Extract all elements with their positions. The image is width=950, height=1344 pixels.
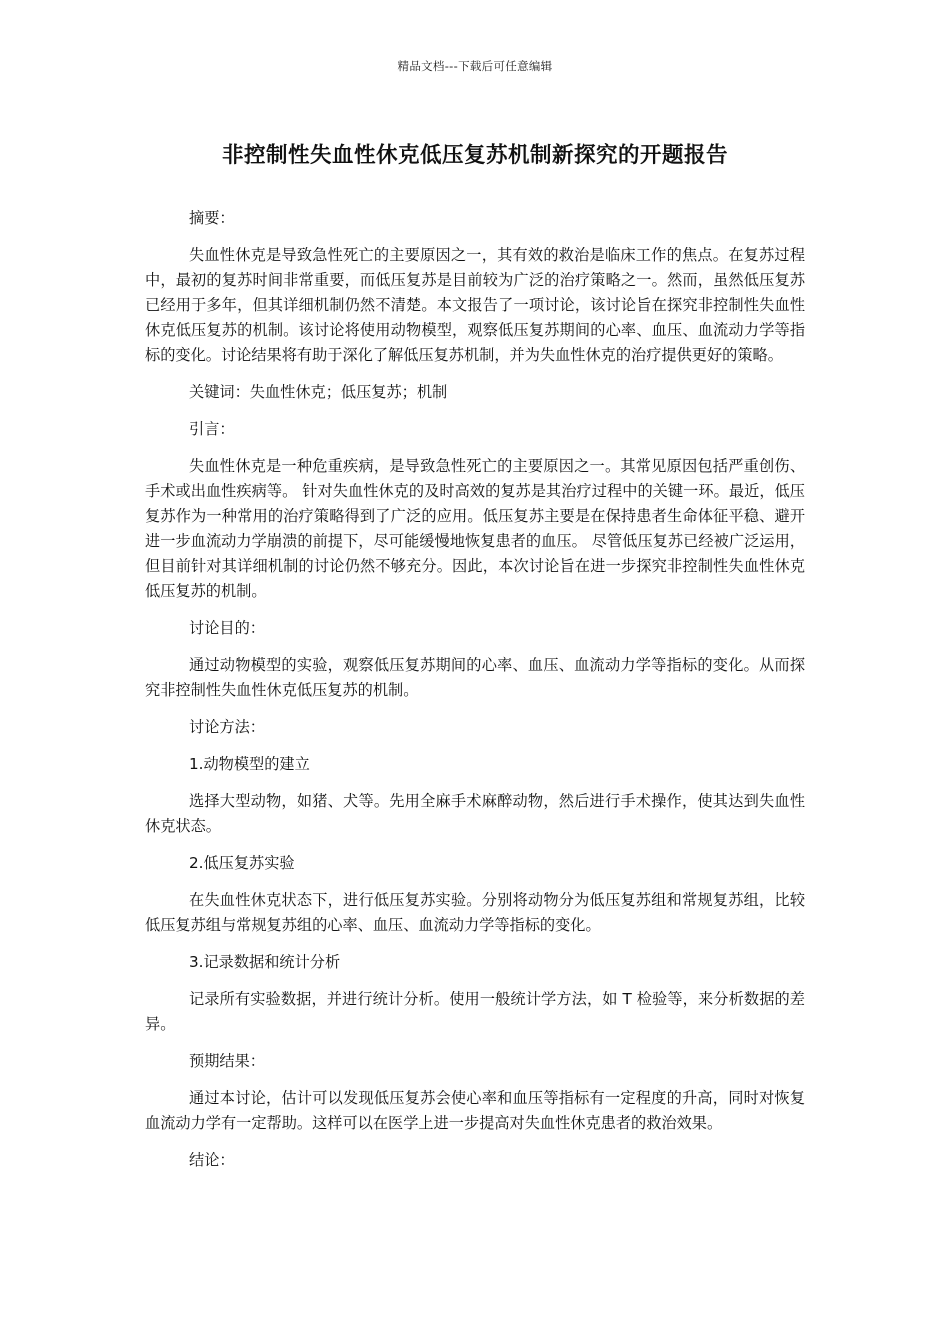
document-title: 非控制性失血性休克低压复苏机制新探究的开题报告 [221, 143, 728, 168]
method-3-paragraph: 记录所有实验数据，并进行统计分析。使用一般统计学方法，如 T 检验等，来分析数据的差异。 [145, 990, 805, 1033]
method-2-paragraph: 在失血性休克状态下，进行低压复苏实验。分别将动物分为低压复苏组和常规复苏组，比较低压复苏组与常规复苏组的心率、血压、血流动力学等指标的变化。 [145, 891, 805, 934]
conclusion-heading: 结论： [189, 1151, 235, 1169]
expected-results-heading: 预期结果： [189, 1052, 265, 1070]
methods-heading: 讨论方法： [189, 718, 265, 736]
method-2-heading: 2.低压复苏实验 [189, 854, 295, 872]
keywords-line: 关键词：失血性休克；低压复苏；机制 [189, 383, 448, 401]
objective-heading: 讨论目的： [189, 619, 265, 637]
method-1-heading: 1.动物模型的建立 [189, 755, 310, 773]
method-3-heading: 3.记录数据和统计分析 [189, 953, 341, 971]
method-1-paragraph: 选择大型动物，如猪、犬等。先用全麻手术麻醉动物，然后进行手术操作，使其达到失血性休克状态。 [145, 792, 805, 835]
abstract-paragraph: 失血性休克是导致急性死亡的主要原因之一，其有效的救治是临床工作的焦点。在复苏过程中，最初的复苏时间非常重要，而低压复苏是目前较为广泛的治疗策略之一。然而，虽然低压复苏已经用于多年，但其详细机制仍然不清楚。本文报告了一项讨论，该讨论旨在探究非控制性失血性休克低压复苏的机制。该讨论将使用动物模型，观察低压复苏期间的心率、血压、血流动力学等指标的变化。讨论结果将有助于深化了解低压复苏机制，并为失血性休克的治疗提供更好的策略。 [145, 246, 805, 364]
document-body [145, 206, 805, 1185]
introduction-paragraph: 失血性休克是一种危重疾病，是导致急性死亡的主要原因之一。其常见原因包括严重创伤、手术或出血性疾病等。 针对失血性休克的及时高效的复苏是其治疗过程中的关键一环。最近，低压复苏作为一种常用的治疗策略得到了广泛的应用。低压复苏主要是在保持患者生命体征平稳、避开进一步血流动力学崩溃的前提下，尽可能缓慢地恢复患者的血压。 尽管低压复苏已经被广泛运用，但目前针对其详细机制的讨论仍然不够充分。因此，本次讨论旨在进一步探究非控制性失血性休克低压复苏的机制。 [145, 457, 805, 600]
introduction-heading: 引言： [189, 420, 235, 438]
expected-results-paragraph: 通过本讨论，估计可以发现低压复苏会使心率和血压等指标有一定程度的升高，同时对恢复血流动力学有一定帮助。这样可以在医学上进一步提高对失血性休克患者的救治效果。 [145, 1089, 805, 1132]
header-note: 精品文档---下载后可任意编辑 [397, 59, 553, 73]
abstract-heading: 摘要： [189, 209, 235, 227]
objective-paragraph: 通过动物模型的实验，观察低压复苏期间的心率、血压、血流动力学等指标的变化。从而探究非控制性失血性休克低压复苏的机制。 [145, 656, 805, 699]
